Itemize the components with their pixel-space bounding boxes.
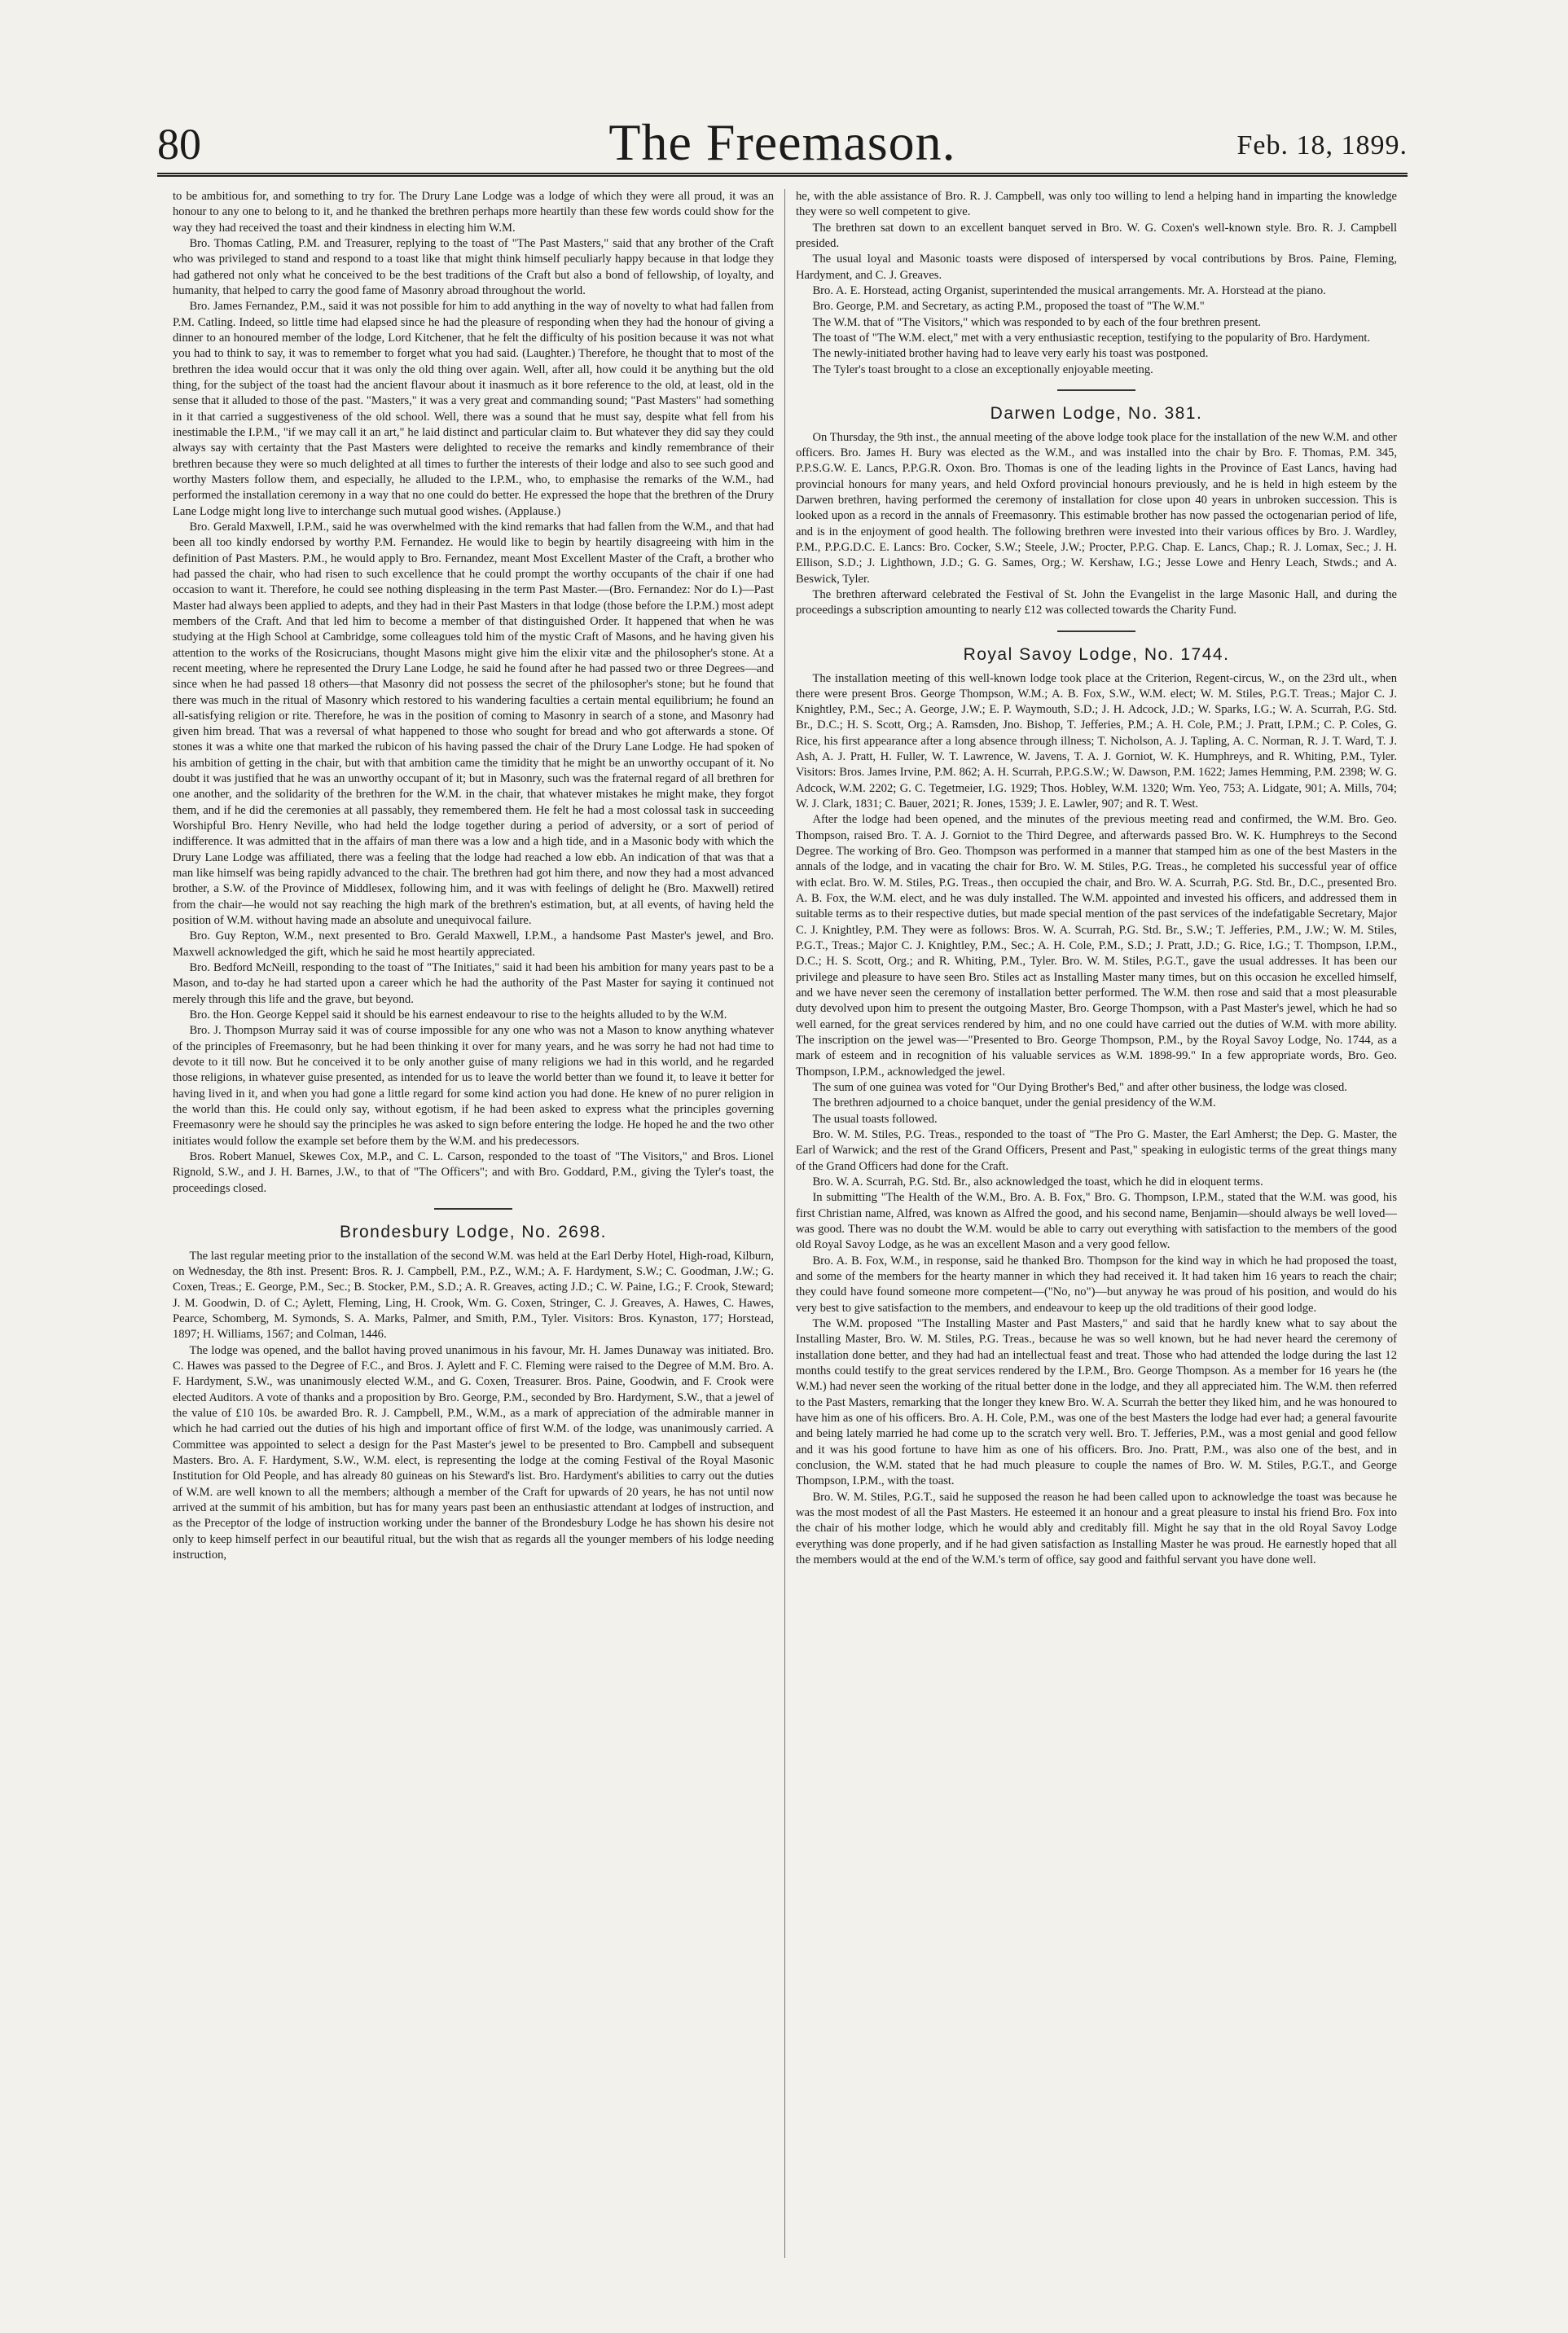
- article-paragraph: Bro. A. E. Horstead, acting Organist, superintended the musical arrangements. Mr. A. Horstead at the piano.: [812, 283, 1326, 297]
- article-paragraph: to be ambitious for, and something to try for. The Drury Lane Lodge was a lodge of which they were all proud, it was an honour to any one to belong to it, and he thanked the brethren perhaps more heartily than these few words could show for the way they had received the toast and their kindness in electing him W.M.: [173, 190, 774, 235]
- article-paragraph: Bro. George, P.M. and Secretary, as acting P.M., proposed the toast of "The W.M.": [812, 300, 1205, 314]
- article-paragraph: On Thursday, the 9th inst., the annual meeting of the above lodge took place for the installation of the new W.M. and other officers. Bro. James H. Bury was elected as the W.M., and was installed into the chair by Bro. F. Thomas, P.M. 345, P.P.S.G.W. E. Lancs, P.P.G.R. Oxon. Bro. Thomas is one of the leading lights in the Province of East Lancs, having had provincial honours for many years, and held Oxford provincial honours previously, and he is held in high esteem by the Darwen brethren, having performed the ceremony of installation for close upon 40 years in unbroken succession. This is looked upon as a record in the annals of Freemasonry. This estimable brother has now passed the octogenarian period of life, and is in the enjoyment of good health. The following brethren were invested into their various offices by Bro. J. Wardley, P.M., P.P.G.D.C. E. Lancs: Bro. Cocker, S.W.; Steele, J.W.; Procter, P.P.G. Chap. E. Lancs, Chap.; R. J. Lomax, Sec.; J. H. Ellison, S.D.; J. Lighthown, J.D.; G. G. Sames, Org.; W. Kershaw, I.G.; Jesse Lowe and Henry Leach, Stwds.; and A. Beswick, Tyler.: [796, 430, 1397, 586]
- article-paragraph: The usual loyal and Masonic toasts were disposed of interspersed by vocal contributions by Bros. Paine, Fleming, Hardyment, and C. J. Greaves.: [796, 253, 1397, 282]
- article-paragraph: The installation meeting of this well-known lodge took place at the Criterion, Regent-circus, W., on the 23rd ult., when there were present Bros. George Thompson, W.M.; A. B. Fox, S.W., W.M. elect; W. M. Stiles, P.G.T. Treas.; Major C. J. Knightley, P.M., Sec.; A. George, J.W.; E. P. Waymouth, S.D.; J. H. Adcock, J.D.; W. Sparks, I.G.; W. A. Scurrah, P.G. Std. Br., D.C.; H. S. Scott, Org.; A. Ramsden, Jno. Bishop, T. Jefferies, P.M.; A. H. Cole, P.M.; J. Pratt, I.P.M.; C. P. Coles, G. Rice, his first appearance after a long absence through illness; T. Nicholson, A. J. Tapling, A. C. Norman, R. J. T. Ward, T. J. Ash, A. J. Pratt, H. Fuller, W. T. Lawrence, W. Javens, T. A. J. Gorniot, W. K. Humphreys, and R. Whiting, P.M., Tyler. Visitors: Bros. James Irvine, P.M. 862; A. H. Scurrah, P.P.G.S.W.; W. Dawson, P.M. 1622; James Hemming, P.M. 2398; W. G. Adcock, W.M. 2202; G. C. Tegetmeier, I.G. 1929; Thos. Hobley, W.M. 1320; Wm. Yeo, 753; A. Lidgate, 901; A. Mills, 704; W. J. Clark, 1831; C. Bauer, 2021; R. Jones, 1539; J. E. Lawler, 907; and R. T. West.: [796, 671, 1397, 811]
- article-paragraph: he, with the able assistance of Bro. R. J. Campbell, was only too willing to lend a helping hand in imparting the knowledge they were so well competent to give.: [796, 190, 1397, 219]
- brondesbury-heading: Brondesbury Lodge, No. 2698.: [339, 1223, 608, 1241]
- article-paragraph: In submitting "The Health of the W.M., Bro. A. B. Fox," Bro. G. Thompson, I.P.M., stated that the W.M. was good, his first Christian name, Alfred, was known as Alfred the good, and his second name, Benjamin—should always be well loved—was good. There was no doubt the W.M. would be able to carry out everything with satisfaction to the members of the good old Royal Savoy Lodge, as he was an excellent Mason and a very good fellow.: [796, 1191, 1397, 1252]
- section-separator: [1057, 630, 1135, 632]
- article-paragraph: The W.M. that of "The Visitors," which was responded to by each of the four brethren present.: [812, 315, 1262, 329]
- article-paragraph: The W.M. proposed "The Installing Master and Past Masters," and said that he hardly knew what to say about the Installing Master, Bro. W. M. Stiles, P.G. Treas., because he was so well known, but he had never heard the ceremony of installation done better, and they had had an intellectual feast and treat. Those who had attended the lodge during the last 12 months could testify to the great services rendered by the I.P.M., Bro. George Thompson. As a member for 16 years he (the W.M.) had never seen the working of the ritual better done in the lodge, and they all appreciated him. The W.M. then referred to the Past Masters, remarking that the longer they knew Bro. W. A. Scurrah the better they liked him, and he was honoured to have him as one of his officers. Bro. A. H. Cole, P.M., was one of the best Masters the lodge had ever had; a general favourite and being lately married he had come up to the scratch very well. Bro. T. Jefferies, P.M., was a most genial and good fellow and it was his good fortune to have him as one of his officers. Bro. Jno. Pratt, P.M., was also one of the best, and in conclusion, the W.M. stated that he had much pleasure to couple the names of Bro. W. M. Stiles, P.G.T., and George Thompson, I.P.M., with the toast.: [796, 1316, 1397, 1488]
- article-paragraph: Bro. the Hon. George Keppel said it should be his earnest endeavour to rise to the heights alluded to by the W.M.: [189, 1008, 727, 1022]
- section-separator: [434, 1208, 512, 1210]
- article-paragraph: Bro. W. A. Scurrah, P.G. Std. Br., also acknowledged the toast, which he did in eloquent terms.: [812, 1175, 1263, 1188]
- article-paragraph: The brethren afterward celebrated the Festival of St. John the Evangelist in the large Masonic Hall, and during the proceedings a subscription amounting to nearly £12 was collected towards the Charity Fund.: [796, 588, 1397, 617]
- article-paragraph: Bros. Robert Manuel, Skewes Cox, M.P., and C. L. Carson, responded to the toast of "The Visitors," and Bros. Lionel Rignold, S.W., and J. H. Barnes, J.W., to that of "The Officers"; and with Bro. Goddard, P.M., giving the Tyler's toast, the proceedings closed.: [173, 1150, 774, 1195]
- article-paragraph: The brethren sat down to an excellent banquet served in Bro. W. G. Coxen's well-known style. Bro. R. J. Campbell presided.: [796, 221, 1397, 250]
- masthead: [157, 112, 1408, 169]
- column-divider: [784, 189, 785, 2258]
- article-paragraph: The sum of one guinea was voted for "Our Dying Brother's Bed," and after other business, the lodge was closed.: [812, 1081, 1347, 1095]
- publication-title: The Freemason.: [608, 113, 956, 171]
- darwen-heading: Darwen Lodge, No. 381.: [990, 403, 1203, 423]
- article-paragraph: The usual toasts followed.: [812, 1112, 938, 1126]
- right-column: [796, 189, 1397, 2274]
- left-column: [173, 189, 774, 2274]
- article-paragraph: Bro. W. M. Stiles, P.G.T., said he supposed the reason he had been called upon to acknowledge the toast was because he was the most modest of all the Past Masters. He esteemed it an honour and a great pleasure to instal his friend Bro. Fox into the chair of his mother lodge, which he would ably and creditably fill. Might he say that in the old Royal Savoy Lodge everything was done properly, and if he had given satisfaction as Installing Master he was proud. He earnestly hoped that all the members would at the end of the W.M.'s term of office, say good and faithful servant you have done well.: [796, 1490, 1397, 1566]
- article-paragraph: Bro. Guy Repton, W.M., next presented to Bro. Gerald Maxwell, I.P.M., a handsome Past Master's jewel, and Bro. Maxwell acknowledged the gift, which he said he most heartily appreciated.: [173, 929, 774, 959]
- masthead-rule: [157, 173, 1408, 178]
- article-paragraph: Bro. Thomas Catling, P.M. and Treasurer, replying to the toast of "The Past Masters," said that any brother of the Craft who was privileged to stand and respond to a toast like that might think himself peculiarly happy because in that lodge they had gathered not only what he conceived to be the best traditions of the Craft but also a bond of fellowship, of loyalty, and humanity, that helped to carry the good fame of Masonry abroad throughout the world.: [173, 236, 774, 297]
- article-paragraph: Bro. J. Thompson Murray said it was of course impossible for any one who was not a Mason to know anything whatever of the principles of Freemasonry, but he had been thinking it over for many years, and he was sorry he had not had time to devote to it till now. But he conceived it to be only another guise of many religions we had in this world, and he regarded those religions, in whatever guise presented, as intended for us to leave the world better than we found it, to leave it better for having lived in it, and when you had gone a little regard for some kind action you had done. He knew of no purer religion in the world than this. He could only say, without egotism, if he had been asked to express what the principles governing Freemasonry were he should say the principles he was asked to sign before entering the lodge. He hoped he and the two other initiates would follow the example set before them by the W.M. and his predecessors.: [173, 1024, 774, 1148]
- article-paragraph: The last regular meeting prior to the installation of the second W.M. was held at the Earl Derby Hotel, High-road, Kilburn, on Wednesday, the 8th inst. Present: Bros. R. J. Campbell, P.M., P.Z., W.M.; A. F. Hardyment, S.W.; C. Goodman, J.W.; G. Coxen, Treas.; E. George, P.M., Sec.; B. Stocker, P.M., S.D.; A. R. Greaves, acting J.D.; C. W. Paine, I.G.; F. Crook, Steward; J. M. Goodwin, D. of C.; Aylett, Fleming, Ling, H. Crook, Wm. G. Coxen, Stringer, C. J. Greaves, A. Hawes, C. Hawes, Pearce, Schomberg, M. Symonds, S. A. Marks, Palmer, and Smith, P.M., Tyler. Visitors: Bros. Kynaston, 177; Horstead, 1897; H. Williams, 1567; and Colman, 1446.: [173, 1249, 774, 1342]
- article-paragraph: Bro. Bedford McNeill, responding to the toast of "The Initiates," said it had been his ambition for many years past to be a Mason, and to-day he had started upon a career which he had the authority of the Past Master for saying it continued not merely through this life and the grave, but beyond.: [173, 961, 774, 1006]
- article-paragraph: The Tyler's toast brought to a close an exceptionally enjoyable meeting.: [812, 362, 1153, 376]
- article-paragraph: The brethren adjourned to a choice banquet, under the genial presidency of the W.M.: [812, 1096, 1216, 1110]
- article-paragraph: After the lodge had been opened, and the minutes of the previous meeting read and confirmed, the W.M. Bro. Geo. Thompson, raised Bro. T. A. J. Gorniot to the Third Degree, and afterwards passed Bro. W. K. Humphreys to the Second Degree. The working of Bro. Geo. Thompson was performed in a manner that stamped him as one of the best Masters in the annals of the lodge, and in vacating the chair for Bro. W. M. Stiles, P.G. Treas., he completed his successful year of office with eclat. Bro. W. M. Stiles, P.G. Treas., then occupied the chair, and Bro. W. A. Scurrah, P.G. Std. Br., D.C., presented Bro. A. B. Fox, the W.M. elect, and he was duly installed. The W.M. appointed and invested his officers, and addressed them in suitable terms as to their respective duties, but made special mention of the past services of the indefatigable Secretary, Major C. J. Knightley, P.M. They were as follows: Bros. W. A. Scurrah, P.G. Std. Br., S.W.; T. Jefferies, P.M., J.W.; W. M. Stiles, P.G.T., Treas.; Major C. J. Knightley, P.M., Sec.; A. H. Cole, P.M., S.D.; J. Pratt, J.D.; G. Rice, I.G.; T. Thompson, I.P.M., D.C.; H. S. Scott, Org.; and R. Whiting, P.M., Tyler. Bro. W. M. Stiles, P.G.T., gave the usual addresses. It has been our privilege and pleasure to have seen Bro. Stiles act as Installing Master many times, but on this occasion he excelled himself, and we have never seen the ceremony of installation better performed. The W.M. then rose and said that a most pleasurable duty devolved upon him to present the outgoing Master, Bro. George Thompson, with a Past Master's jewel, which he had so well earned, for the great services rendered by him, and no one could have carried out the duties of W.M. with more ability. The inscription on the jewel was—"Presented to Bro. George Thompson, P.M., by the Royal Savoy Lodge, No. 1744, as a mark of esteem and in recognition of his valuable services as W.M. 1898-99." In a few appropriate words, Bro. Geo. Thompson, I.P.M., acknowledged the jewel.: [796, 813, 1397, 1079]
- article-paragraph: The newly-initiated brother having had to leave very early his toast was postponed.: [812, 347, 1209, 361]
- article-paragraph: The lodge was opened, and the ballot having proved unanimous in his favour, Mr. H. James Dunaway was initiated. Bro. C. Hawes was passed to the Degree of F.C., and Bros. J. Aylett and F. C. Fleming were raised to the Degree of M.M. Bro. A. F. Hardyment, S.W., was unanimously elected W.M., and G. Coxen, Treasurer. Bros. Paine, Goodwin, and F. Crook were elected Auditors. A vote of thanks and a proposition by Bro. George, P.M., seconded by Bro. Hardyment, S.W., that a jewel of the value of £10 10s. be awarded Bro. R. J. Campbell, P.M., W.M., as a mark of appreciation of the admirable manner in which he had carried out the duties of his high and important office of first W.M. of the lodge, was unanimously carried. A Committee was appointed to select a design for the Past Master's jewel to be presented to Bro. Campbell and subsequent Masters. Bro. A. F. Hardyment, S.W., W.M. elect, is representing the lodge at the coming Festival of the Royal Masonic Institution for Old People, and has already 80 guineas on his Steward's list. Bro. Hardyment's abilities to carry out the duties of W.M. are well known to all the members; although a member of the Craft for upwards of 20 years, he has not until now arrived at the summit of his ambition, but has for many years past been an enthusiastic attendant at lodges of instruction, and as the Preceptor of the lodge of instruction working under the banner of the Brondesbury Lodge he has shown his desire not only to keep himself perfect in our beautiful ritual, but the wish that as regards all the younger members of his lodge needing instruction,: [173, 1343, 774, 1562]
- page-number: 80: [157, 120, 201, 169]
- article-paragraph: Bro. Gerald Maxwell, I.P.M., said he was overwhelmed with the kind remarks that had fallen from the W.M., and that had been all too kindly endorsed by worthy P.M. Fernandez. He would like to begin by heartily disagreeing with him in the definition of Past Masters. P.M., he would apply to Bro. Fernandez, meant Most Excellent Master of the Craft, a brother who had passed the chair, who had risen to such excellence that he could prompt the worthy occupants of the chair if one had occasion to want it. Therefore, he could see nothing displeasing in the term Past Master.—(Bro. Fernandez: Nor do I.)—Past Master had always been applied to adepts, and they had in their Past Masters in that lodge (those before the I.P.M.) most adept members of the Craft. And that led him to become a member of that distinguished Order. It happened that when he was studying at the High School at Cambridge, some colleagues told him of the mystic Craft of Masons, and he having given his attention to the works of the Rosicrucians, thought Masons might give him the elixir vitæ and the philosopher's stone. At a recent meeting, where he represented the Drury Lane Lodge, he said he found after he had passed two or three Degrees—and since when he had passed 18 others—that Masonry did not possess the secret of the philosopher's stone; but he found that there was much in the ritual of Masonry which restored to his wandering faculties a certain mental equilibrium; he found an all-satisfying religion or rite. Therefore, he was in the position of coming to Masonry in search of a stone, and Masonry had given him bread. That was a reversal of what happened to those who sought for bread and who got afterwards a stone. Of stones it was a white one that marked the rubicon of his having passed the chair of the Drury Lane Lodge. He had spoken of his ambition of getting in the chair, but with that ambition came the timidity that he might be an unworthy occupant of it. No doubt it was justified that he was an unworthy occupant of it; but in Masonry, such was the fraternal regard of all brethren for one another, and the solidarity of the brethren for the W.M. in the chair, that whatever mistakes he might make, they forgot them, and if he did the ceremonies at all passably, they remembered them. He felt he had a most colossal task in succeeding Worshipful Bro. Henry Neville, who had held the lodge together during a period of adversity, or a sort of period of indifference. It was admitted that in the affairs of man there was a low and a high tide, and in a Masonic body with which the Drury Lane Lodge was affiliated, there was a feeling that the lodge had reached a low ebb. An indication of that was that a man like himself was being rapidly advanced to the chair. The brethren had got him there, and now they had a most advanced brother, a S.W. of the Province of Middlesex, following him, and it was with feelings of delight he (Bro. Maxwell) retired from the chair—he would not say reaching the high mark of the brethren's estimation, but, at all events, of having held the position of W.M. without having made an absolute and unequivocal failure.: [173, 520, 774, 928]
- article-paragraph: Bro. James Fernandez, P.M., said it was not possible for him to add anything in the way of novelty to what had fallen from P.M. Catling. Indeed, so little time had elapsed since he had the pleasure of responding when they had the honour of giving a dinner to an honoured member of the lodge, Lord Kitchener, that he felt the difficulty of his position because it was not what you had to think to say, it was to remember to forget what you had said. (Laughter.) Therefore, he thought that to most of the brethren the idea would occur that it was only the old thing over again. Well, after all, how could it be anything but the old thing, for the subject of the toast had the ancient flavour about it inasmuch as it bore reference to the old, at least, old in the sense that it alluded to those of the past. "Masters," it was a very great and commanding sound; "Past Masters" had something in it that carried a suggestiveness of the old school. Well, there was a sound that he must say, despite what fell from his inestimable the I.P.M., "if we may call it an art," he laid distinct and particular claim to. But whatever they did say they could always say with certainty that the Past Masters were delighted to receive the remarks and kindly remembrance of their brethren because they were so much delighted at all times to further the interests of their lodge and also to see such good and worthy Masters follow them, and especially, he alluded to the I.P.M., who, to emphasise the remarks of the W.M., had performed the installation ceremony in a way that no one could do better. He expressed the hope that the brethren of the Drury Lane Lodge might long live to interchange such mutual good wishes. (Applause.): [173, 300, 774, 518]
- article-paragraph: The toast of "The W.M. elect," met with a very enthusiastic reception, testifying to the popularity of Bro. Hardyment.: [812, 331, 1371, 345]
- section-separator: [1057, 389, 1135, 391]
- article-paragraph: Bro. W. M. Stiles, P.G. Treas., responded to the toast of "The Pro G. Master, the Earl Amherst; the Dep. G. Master, the Earl of Warwick; and the rest of the Grand Officers, Present and Past," speaking in eulogistic terms of the great things many of the Grand Officers had done for the Craft.: [796, 1128, 1397, 1173]
- royal-savoy-heading: Royal Savoy Lodge, No. 1744.: [963, 644, 1230, 664]
- issue-date: Feb. 18, 1899.: [1236, 130, 1408, 160]
- article-paragraph: Bro. A. B. Fox, W.M., in response, said he thanked Bro. Thompson for the kind way in which he had proposed the toast, and some of the members for the hearty manner in which they had received it. It had taken him 16 years to reach the chair; they could have found someone more competent—("No, no")—but anyway he was proud of his position, and would do his very best to give satisfaction to the members, and endeavour to keep up the old traditions of their good lodge.: [796, 1254, 1397, 1315]
